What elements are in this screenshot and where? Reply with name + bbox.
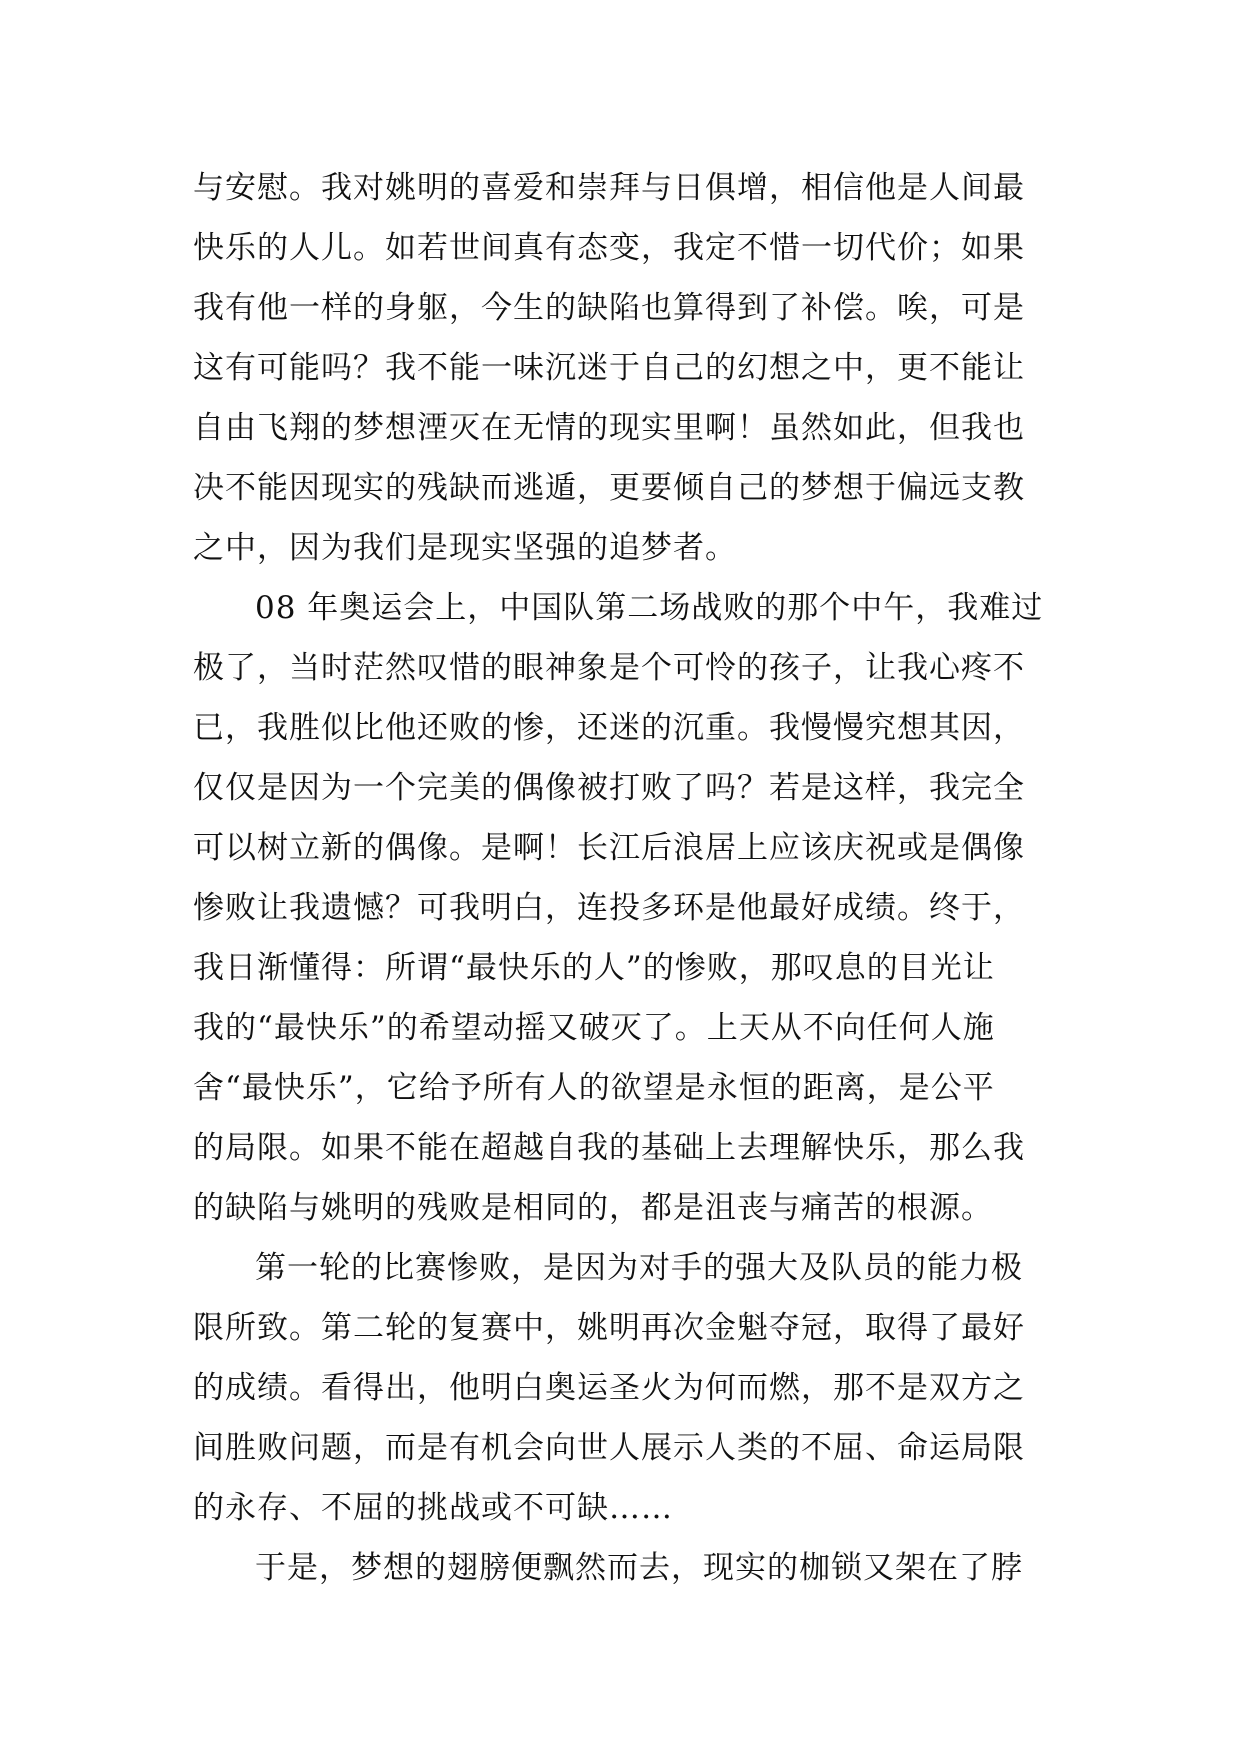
text-line: 这有可能吗？我不能一味沉迷于自己的幻想之中，更不能让 — [193, 350, 1025, 386]
text-line: 可以树立新的偶像。是啊！长江后浪居上应该庆祝或是偶像 — [193, 830, 1025, 866]
text-line: 于是，梦想的翅膀便飘然而去，现实的枷锁又架在了脖 — [255, 1550, 1023, 1586]
text-line: 第一轮的比赛惨败，是因为对手的强大及队员的能力极 — [255, 1250, 1023, 1286]
text-line: 舍“最快乐”，它给予所有人的欲望是永恒的距离，是公平 — [193, 1070, 995, 1106]
paragraph — [193, 158, 1053, 578]
text-line: 的永存、不屈的挑战或不可缺…… — [193, 1490, 673, 1526]
text-line: 自由飞翔的梦想湮灭在无情的现实里啊！虽然如此，但我也 — [193, 410, 1025, 446]
text-line: 我的“最快乐”的希望动摇又破灭了。上天从不向任何人施 — [193, 1010, 995, 1046]
paragraph — [193, 578, 1053, 1238]
text-line: 08 年奥运会上，中国队第二场战败的那个中午，我难过 — [255, 590, 1044, 626]
text-line: 我日渐懂得：所谓“最快乐的人”的惨败，那叹息的目光让 — [193, 950, 995, 986]
body-text — [193, 158, 1053, 1598]
text-line: 与安慰。我对姚明的喜爱和崇拜与日俱增，相信他是人间最 — [193, 170, 1025, 206]
text-line: 决不能因现实的残缺而逃遁，更要倾自己的梦想于偏远支教 — [193, 470, 1025, 506]
text-line: 的局限。如果不能在超越自我的基础上去理解快乐，那么我 — [193, 1130, 1025, 1166]
paragraph — [193, 1238, 1053, 1538]
text-line: 的成绩。看得出，他明白奥运圣火为何而燃，那不是双方之 — [193, 1370, 1025, 1406]
text-line: 仅仅是因为一个完美的偶像被打败了吗？若是这样，我完全 — [193, 770, 1025, 806]
text-line: 间胜败问题，而是有机会向世人展示人类的不屈、命运局限 — [193, 1430, 1025, 1466]
text-line: 极了，当时茫然叹惜的眼神象是个可怜的孩子，让我心疼不 — [193, 650, 1025, 686]
paragraph — [193, 1538, 1053, 1598]
text-line: 已，我胜似比他还败的惨，还迷的沉重。我慢慢究想其因， — [193, 710, 1025, 746]
text-line: 惨败让我遗憾？可我明白，连投多环是他最好成绩。终于， — [193, 890, 1025, 926]
text-line: 快乐的人儿。如若世间真有态变，我定不惜一切代价；如果 — [193, 230, 1025, 266]
text-line: 我有他一样的身躯，今生的缺陷也算得到了补偿。唉，可是 — [193, 290, 1025, 326]
text-line: 之中，因为我们是现实坚强的追梦者。 — [193, 530, 737, 566]
text-line: 的缺陷与姚明的残败是相同的，都是沮丧与痛苦的根源。 — [193, 1190, 993, 1226]
text-line: 限所致。第二轮的复赛中，姚明再次金魁夺冠，取得了最好 — [193, 1310, 1025, 1346]
